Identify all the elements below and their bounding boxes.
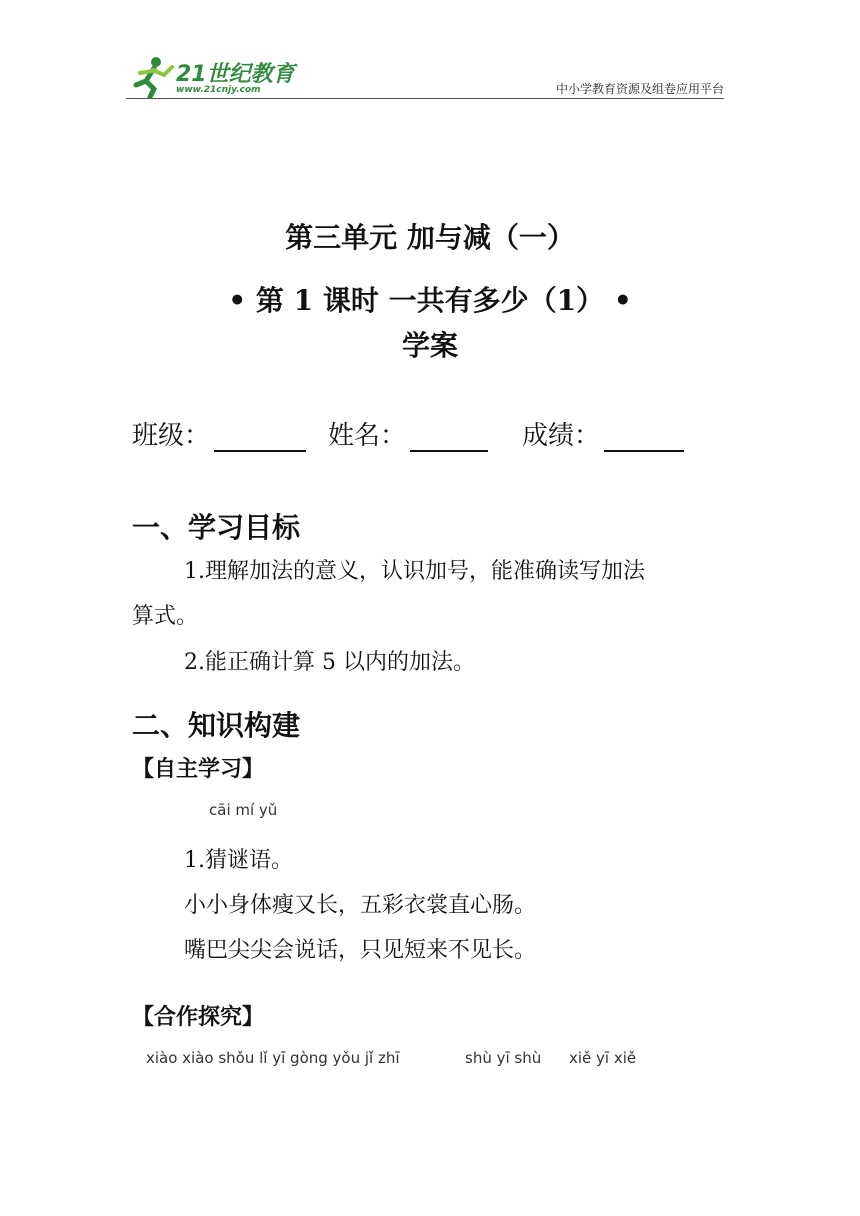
pinyin-line-2: shù yī shù (465, 1049, 542, 1067)
doc-type-title: 学案 (401, 329, 458, 362)
riddle-line-1: 小小身体瘦又长，五彩衣裳直心肠。 (184, 893, 537, 918)
goal-2: 2.能正确计算 5 以内的加法。 (184, 650, 475, 675)
goal-1-line-2: 算式。 (132, 604, 199, 629)
pinyin-riddle: cāi mí yǔ (209, 801, 278, 819)
class-blank[interactable] (214, 420, 306, 452)
header-divider (126, 98, 724, 99)
pinyin-line-1: xiào xiào shǒu lǐ yī gòng yǒu jǐ zhī (146, 1049, 400, 1067)
unit-title: 第三单元 加与减（一） (285, 221, 575, 254)
student-info-row (132, 415, 684, 452)
name-label: 姓名： (328, 421, 407, 451)
platform-name: 中小学教育资源及组卷应用平台 (555, 82, 724, 96)
score-blank[interactable] (604, 420, 684, 452)
logo-url: www.21cnjy.com (176, 85, 261, 95)
running-figure-icon (126, 55, 176, 99)
class-label: 班级： (132, 421, 211, 451)
score-label: 成绩： (522, 421, 601, 451)
section-heading-knowledge: 二、知识构建 (132, 709, 301, 742)
riddle-title: 1.猜谜语。 (184, 848, 293, 873)
self-study-label: 【自主学习】 (132, 756, 265, 782)
riddle-line-2: 嘴巴尖尖会说话，只见短来不见长。 (184, 938, 537, 963)
name-blank[interactable] (410, 420, 488, 452)
pinyin-line-3: xiě yī xiě (569, 1049, 637, 1067)
site-logo (126, 55, 296, 99)
lesson-title: • 第 1 课时 一共有多少（1） • (228, 284, 632, 317)
goal-1-line-1: 1.理解加法的意义，认识加号，能准确读写加法 (184, 559, 645, 584)
section-heading-goals: 一、学习目标 (132, 511, 301, 544)
cooperate-label: 【合作探究】 (132, 1004, 265, 1030)
logo-text: 21世纪教育 (176, 62, 295, 87)
